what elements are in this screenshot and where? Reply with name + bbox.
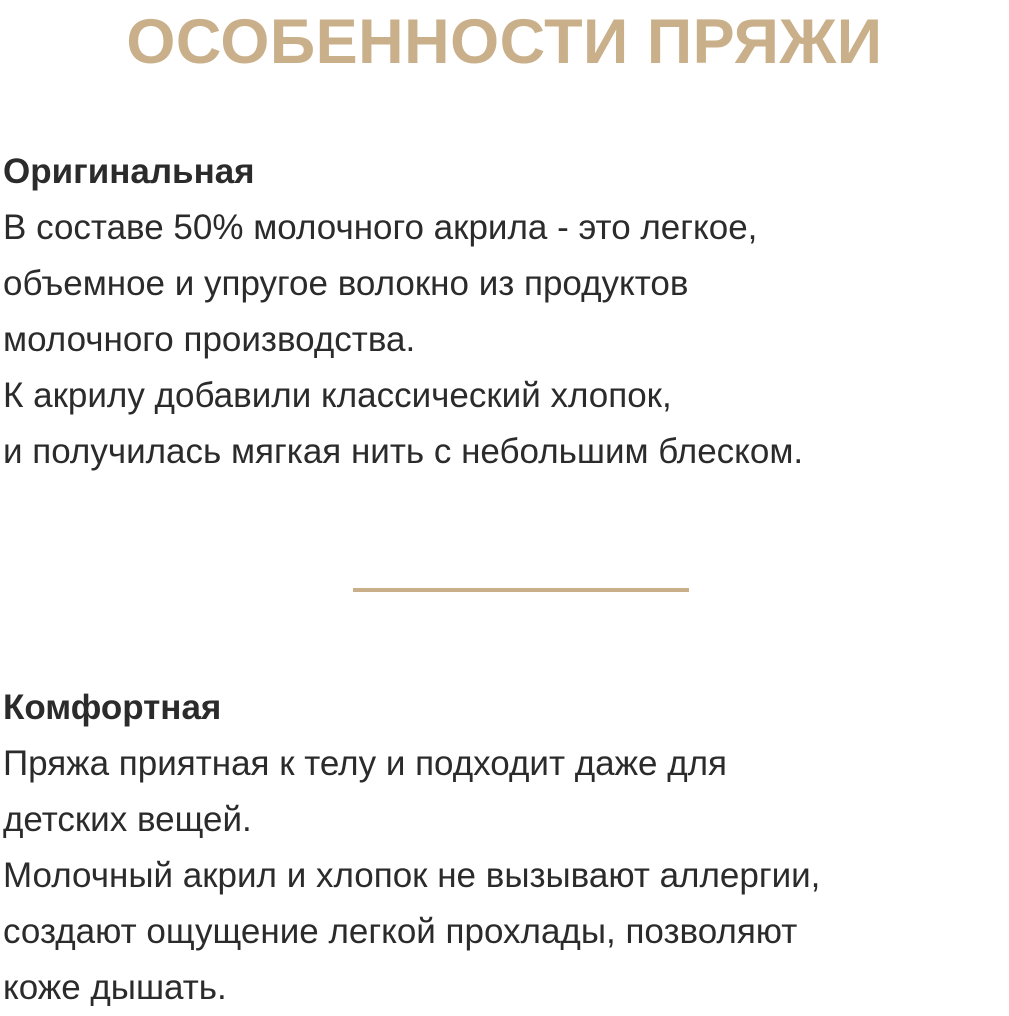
section-text-line: создают ощущение легкой прохлады, позволяют — [3, 912, 798, 951]
section-text-line: молочного производства. — [3, 320, 416, 359]
feature-section-comfortable — [3, 680, 1007, 1016]
section-text-line: В составе 50% молочного акрила - это легкое, — [3, 208, 758, 247]
section-heading: Оригинальная — [3, 152, 255, 191]
page-title: ОСОБЕННОСТИ ПРЯЖИ — [126, 7, 883, 77]
section-text-line: коже дышать. — [3, 968, 227, 1007]
section-text-line: и получилась мягкая нить с небольшим блеском. — [3, 432, 804, 471]
section-heading: Комфортная — [3, 688, 222, 727]
feature-section-original — [3, 144, 1007, 480]
section-text-line: Пряжа приятная к телу и подходит даже для — [3, 744, 727, 783]
section-divider — [353, 588, 689, 592]
section-text-line: детских вещей. — [3, 800, 252, 839]
section-text-line: Молочный акрил и хлопок не вызывают аллергии, — [3, 856, 821, 895]
section-text-line: объемное и упругое волокно из продуктов — [3, 264, 689, 303]
section-text-line: К акрилу добавили классический хлопок, — [3, 376, 672, 415]
